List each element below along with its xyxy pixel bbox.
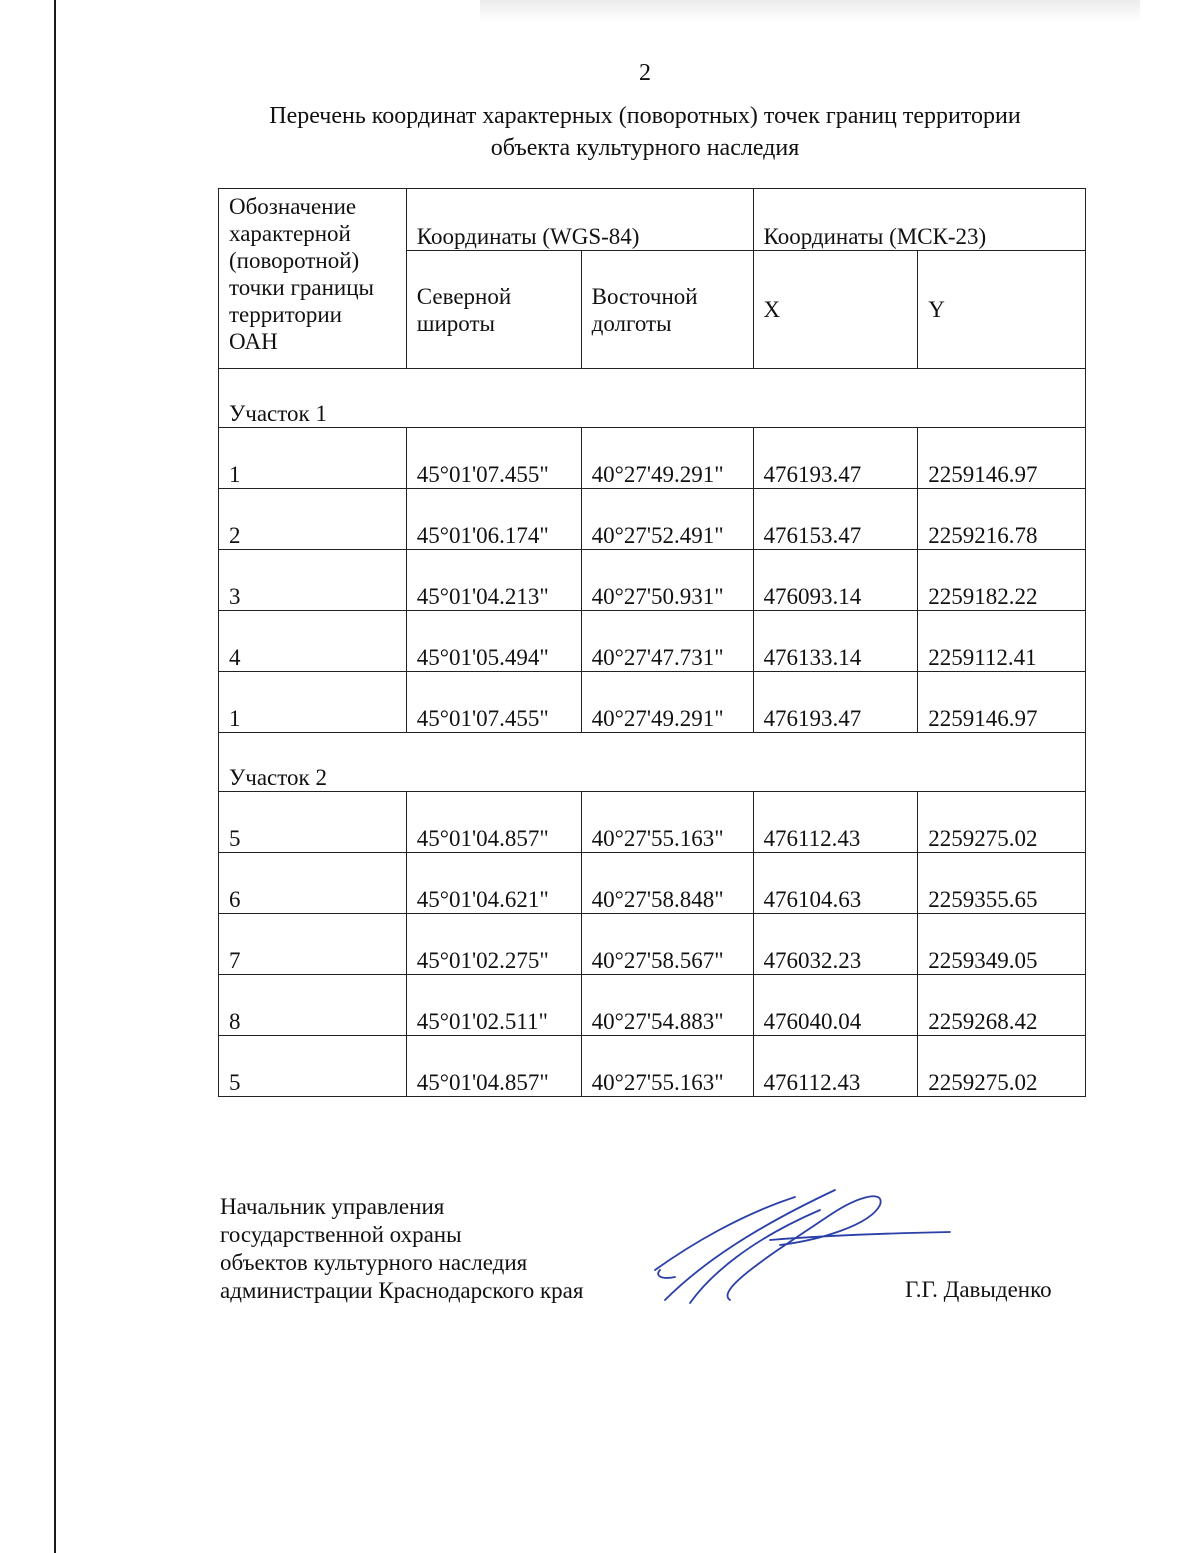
- longitude-cell: 40°27'55.163": [581, 792, 753, 853]
- latitude-cell: 45°01'04.621": [406, 853, 581, 914]
- point-number: 3: [219, 550, 407, 611]
- table-row: [219, 914, 1086, 975]
- latitude-cell: 45°01'04.857": [406, 792, 581, 853]
- latitude-cell: 45°01'04.213": [406, 550, 581, 611]
- table-row: [219, 975, 1086, 1036]
- x-cell: 476133.14: [753, 611, 918, 672]
- section-row: [219, 733, 1086, 792]
- point-number: 1: [219, 672, 407, 733]
- title-line-1: Перечень координат характерных (поворотных) точек границ территории: [269, 103, 1021, 129]
- table-row: [219, 1036, 1086, 1097]
- point-number: 2: [219, 489, 407, 550]
- longitude-cell: 40°27'54.883": [581, 975, 753, 1036]
- longitude-cell: 40°27'55.163": [581, 1036, 753, 1097]
- table-row: [219, 489, 1086, 550]
- coordinates-table: [218, 188, 1086, 1097]
- y-cell: 2259275.02: [918, 792, 1086, 853]
- scan-page-edge: [54, 0, 56, 1553]
- document-title: [200, 100, 1090, 164]
- x-cell: 476093.14: [753, 550, 918, 611]
- latitude-cell: 45°01'07.455": [406, 428, 581, 489]
- x-cell: 476193.47: [753, 428, 918, 489]
- x-cell: 476040.04: [753, 975, 918, 1036]
- point-number: 7: [219, 914, 407, 975]
- y-cell: 2259146.97: [918, 672, 1086, 733]
- latitude-cell: 45°01'07.455": [406, 672, 581, 733]
- table-row: [219, 611, 1086, 672]
- longitude-cell: 40°27'49.291": [581, 428, 753, 489]
- x-cell: 476032.23: [753, 914, 918, 975]
- header-x: X: [753, 251, 918, 369]
- table-row: [219, 428, 1086, 489]
- header-wgs84: Координаты (WGS-84): [406, 189, 753, 251]
- table-header-row: [219, 189, 1086, 251]
- point-number: 8: [219, 975, 407, 1036]
- point-number: 1: [219, 428, 407, 489]
- x-cell: 476104.63: [753, 853, 918, 914]
- y-cell: 2259182.22: [918, 550, 1086, 611]
- y-cell: 2259216.78: [918, 489, 1086, 550]
- latitude-cell: 45°01'02.511": [406, 975, 581, 1036]
- page-number: 2: [639, 60, 651, 86]
- table-row: [219, 792, 1086, 853]
- section-row: [219, 369, 1086, 428]
- y-cell: 2259268.42: [918, 975, 1086, 1036]
- y-cell: 2259275.02: [918, 1036, 1086, 1097]
- point-number: 6: [219, 853, 407, 914]
- longitude-cell: 40°27'58.848": [581, 853, 753, 914]
- longitude-cell: 40°27'49.291": [581, 672, 753, 733]
- header-latitude: Северной широты: [406, 251, 581, 369]
- section-label: Участок 1: [219, 369, 1086, 428]
- longitude-cell: 40°27'58.567": [581, 914, 753, 975]
- signatory-name: Г.Г. Давыденко: [905, 1277, 1052, 1302]
- latitude-cell: 45°01'02.275": [406, 914, 581, 975]
- longitude-cell: 40°27'47.731": [581, 611, 753, 672]
- x-cell: 476112.43: [753, 792, 918, 853]
- scan-smudge: [480, 0, 1140, 22]
- position-line: Начальник управления: [220, 1194, 445, 1219]
- x-cell: 476193.47: [753, 672, 918, 733]
- y-cell: 2259349.05: [918, 914, 1086, 975]
- longitude-cell: 40°27'52.491": [581, 489, 753, 550]
- y-cell: 2259355.65: [918, 853, 1086, 914]
- position-line: объектов культурного наследия: [220, 1250, 528, 1275]
- longitude-cell: 40°27'50.931": [581, 550, 753, 611]
- x-cell: 476112.43: [753, 1036, 918, 1097]
- table-row: [219, 550, 1086, 611]
- table-row: [219, 672, 1086, 733]
- position-line: администрации Краснодарского края: [220, 1278, 584, 1303]
- signatory-position: [220, 1193, 583, 1305]
- y-cell: 2259146.97: [918, 428, 1086, 489]
- title-line-2: объекта культурного наследия: [490, 135, 800, 161]
- latitude-cell: 45°01'06.174": [406, 489, 581, 550]
- latitude-cell: 45°01'05.494": [406, 611, 581, 672]
- point-number: 5: [219, 792, 407, 853]
- section-label: Участок 2: [219, 733, 1086, 792]
- header-msk23: Координаты (МСК-23): [753, 189, 1086, 251]
- latitude-cell: 45°01'04.857": [406, 1036, 581, 1097]
- header-point-designation: Обозначение характерной (поворотной) точки границы территории ОАН: [219, 189, 407, 369]
- header-y: Y: [918, 251, 1086, 369]
- x-cell: 476153.47: [753, 489, 918, 550]
- y-cell: 2259112.41: [918, 611, 1086, 672]
- point-number: 4: [219, 611, 407, 672]
- point-number: 5: [219, 1036, 407, 1097]
- position-line: государственной охраны: [220, 1222, 462, 1247]
- table-row: [219, 853, 1086, 914]
- header-longitude: Восточной долготы: [581, 251, 753, 369]
